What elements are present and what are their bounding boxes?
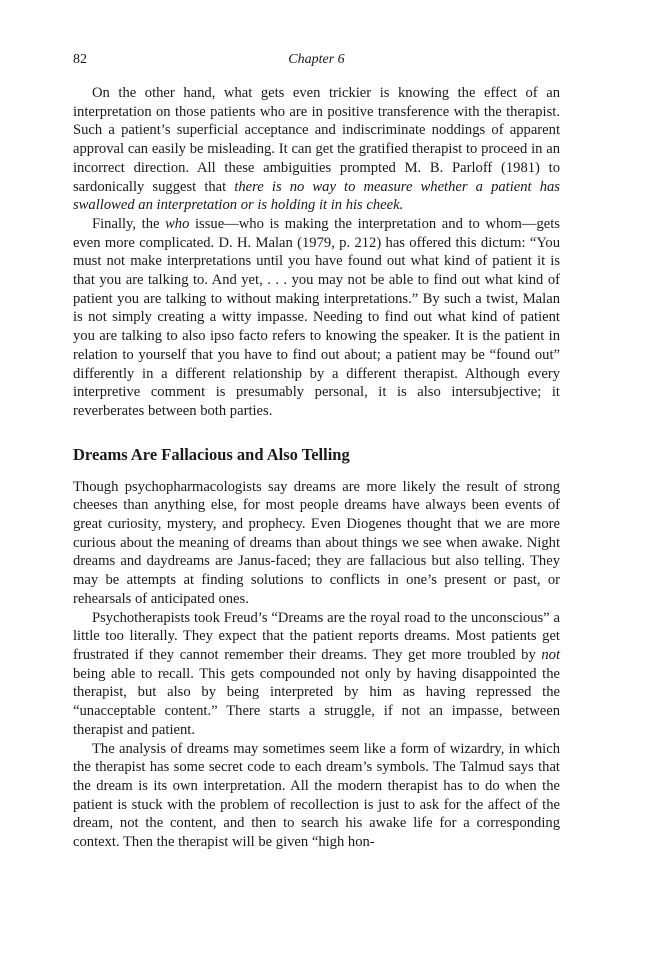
paragraph-4-text-start: Psychotherapists took Freud’s “Dreams are the royal road to the unconscious” a little too literally. They expect that the patient reports dreams. Most patients get frustrated if they cannot remember their dreams. They get more troubled by [73, 609, 560, 663]
paragraph-2-italic-who: who [165, 215, 190, 232]
paragraph-2-text-rest: issue—who is making the interpretation and to whom—gets even more complicated. D. H. Malan (1979, p. 212) has offered this dictum: “You must not make interpretations until you have found out what kind of patient it is that you are talking to. And yet, . . . you may not be able to find out what kind of patient you are talking to without making interpretations.” By such a twist, Malan is not simply creating a witty impasse. Needing to find out what kind of patient you are talking to also ipso facto refers to knowing the speaker. It is the patient in relation to yourself that you have to find out about; a patient may be “found out” differently in a different relationship by a different therapist. Although every interpretive comment is presumably personal, it is also intersubjective; it reverberates between both parties. [73, 215, 560, 419]
chapter-label: Chapter 6 [288, 52, 345, 67]
book-page [73, 52, 560, 852]
running-head [73, 52, 560, 72]
paragraph-1-text: On the other hand, what gets even trickier is knowing the effect of an interpretation on those patients who are in positive transference with the therapist. Such a patient’s superficial acceptance and indiscriminate noddings of apparent approval can easily be misleading. It can get the gratified therapist to proceed in an incorrect direction. All these ambiguities prompted M. B. Parloff (1981) to sardonically suggest that [73, 85, 560, 195]
page-number: 82 [73, 52, 87, 67]
paragraph-1-italic: there is no way to measure whether a patient has swallowed an interpretation or is holding it in his cheek. [73, 178, 560, 214]
paragraph-5: The analysis of dreams may sometimes seem like a form of wizardry, in which the therapist has some secret code to each dream’s symbols. The Talmud says that the dream is its own interpretation. All the modern therapist has to do when the patient is stuck with the problem of recollection is just to ask for the affect of the dream, not the content, and then to search his awake life for a corresponding context. Then the therapist will be given “high hon- [73, 740, 560, 851]
paragraph-2-text-start: Finally, the [92, 215, 166, 232]
body-text [73, 84, 560, 852]
paragraph-3: Though psychopharmacologists say dreams are more likely the result of strong cheeses than anything else, for most people dreams have always been events of great curiosity, mystery, and prophecy. Even Diogenes thought that we are more curious about the meaning of dreams than about things we see when awake. Night dreams and daydreams are Janus-faced; they are fallacious but also telling. They may be attempts at finding solutions to conflicts in one’s present or past, or rehearsals of anticipated ones. [73, 478, 560, 607]
paragraph-1 [73, 84, 560, 215]
paragraph-2 [73, 215, 560, 421]
paragraph-4-text-rest: being able to recall. This gets compounded not only by having disappointed the therapist, but also by being interpreted by him as having repressed the “unacceptable content.” There starts a struggle, if not an impasse, between therapist and patient. [73, 665, 560, 738]
section-heading: Dreams Are Fallacious and Also Telling [73, 444, 350, 464]
paragraph-4 [73, 609, 560, 740]
paragraph-4-italic-not: not [541, 646, 560, 663]
